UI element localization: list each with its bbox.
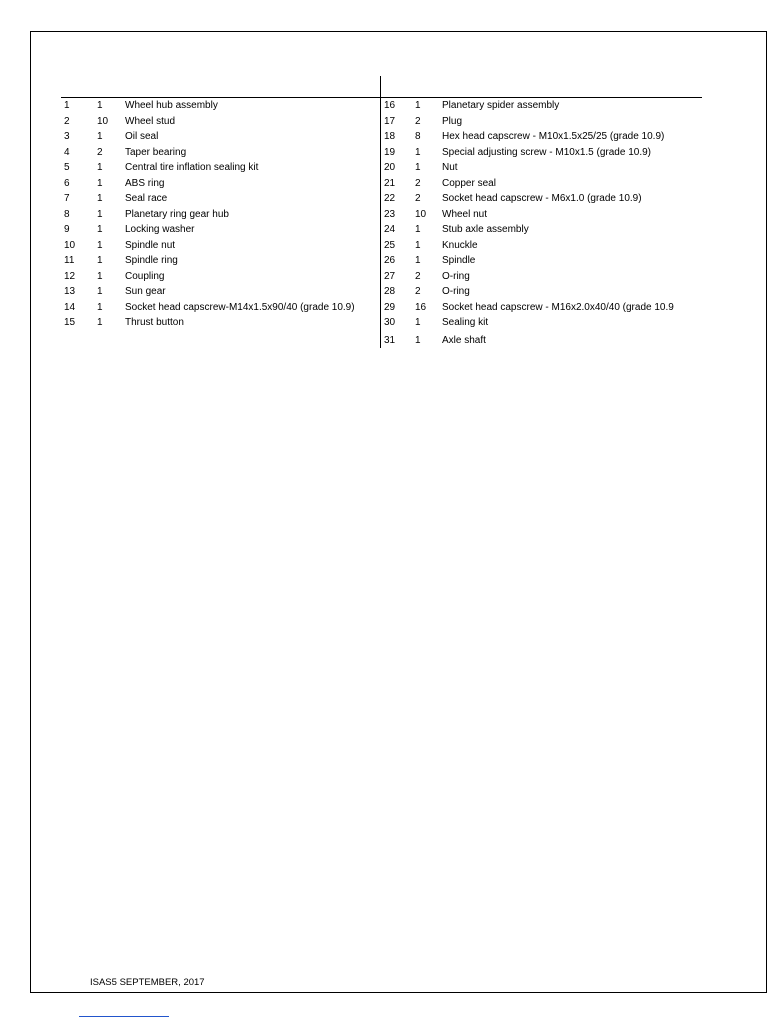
part-description: Wheel stud [125,115,176,127]
part-item-number: 4 [64,146,70,158]
part-description: O-ring [442,270,470,282]
part-quantity: 1 [97,177,103,189]
part-quantity: 1 [415,317,421,328]
parts-list-right [384,98,697,349]
part-item-number: 31 [384,334,396,346]
part-quantity: 1 [415,162,421,173]
parts-row [64,284,380,300]
part-description: Spindle ring [125,255,178,266]
part-description: Central tire inflation sealing kit [125,162,259,173]
parts-list-left [64,98,380,331]
part-quantity: 1 [415,146,421,158]
parts-row [64,222,380,238]
part-item-number: 3 [64,131,70,142]
part-description: Stub axle assembly [442,224,529,235]
parts-row [384,253,697,269]
part-quantity: 1 [97,208,103,220]
part-description: Socket head capscrew - M16x2.0x40/40 (grade 10.9 [442,301,674,313]
parts-row [64,300,380,316]
part-quantity: 10 [97,115,109,127]
part-description: Knuckle [442,239,478,251]
part-description: Socket head capscrew-M14x1.5x90/40 (grade 10.9) [125,301,355,313]
part-description: Socket head capscrew - M6x1.0 (grade 10.9) [442,193,642,204]
part-quantity: 1 [97,131,103,142]
parts-row [384,191,697,207]
part-item-number: 1 [64,100,70,111]
parts-row [384,332,697,349]
parts-row [64,191,380,207]
parts-row [64,98,380,114]
parts-row [384,114,697,130]
parts-row [384,238,697,254]
part-quantity: 1 [97,270,103,282]
part-item-number: 5 [64,162,70,173]
parts-row [384,145,697,161]
part-description: Spindle nut [125,239,176,251]
part-item-number: 22 [384,193,396,204]
part-item-number: 25 [384,239,396,251]
part-description: Coupling [125,270,165,282]
part-description: Sealing kit [442,317,489,328]
part-item-number: 21 [384,177,396,189]
part-quantity: 2 [415,115,421,127]
column-divider [380,76,381,348]
bottom-link-underline[interactable] [79,1016,169,1017]
part-description: Special adjusting screw - M10x1.5 (grade 10.9) [442,146,651,158]
part-item-number: 15 [64,317,76,328]
part-quantity: 16 [415,301,427,313]
part-item-number: 20 [384,162,396,173]
parts-row [384,207,697,223]
parts-row [64,145,380,161]
part-item-number: 30 [384,317,396,328]
parts-row [384,315,697,331]
part-description: Wheel nut [442,208,488,220]
parts-row [64,315,380,331]
parts-row [64,253,380,269]
part-quantity: 1 [97,224,103,235]
footer-date: ISAS5 SEPTEMBER, 2017 [90,977,205,988]
parts-row [384,300,697,316]
part-item-number: 18 [384,131,396,142]
part-description: Spindle [442,255,476,266]
part-quantity: 2 [97,146,103,158]
parts-row [64,207,380,223]
parts-row [384,98,697,114]
parts-row [64,160,380,176]
part-item-number: 10 [64,239,76,251]
part-item-number: 28 [384,286,396,297]
part-description: Copper seal [442,177,496,189]
part-description: ABS ring [125,177,165,189]
part-quantity: 1 [97,255,103,266]
part-description: Thrust button [125,317,184,328]
part-quantity: 1 [97,193,103,204]
part-description: Seal race [125,193,168,204]
part-item-number: 23 [384,208,396,220]
part-description: Locking washer [125,224,195,235]
part-quantity: 1 [415,224,421,235]
part-description: Planetary ring gear hub [125,208,229,220]
part-item-number: 29 [384,301,396,313]
part-quantity: 1 [97,286,103,297]
part-description: Taper bearing [125,146,187,158]
part-quantity: 2 [415,193,421,204]
parts-row [64,269,380,285]
part-quantity: 1 [415,334,421,346]
part-quantity: 1 [97,239,103,251]
part-item-number: 14 [64,301,76,313]
part-quantity: 1 [415,255,421,266]
part-item-number: 17 [384,115,396,127]
parts-row [384,160,697,176]
part-item-number: 8 [64,208,70,220]
parts-row [64,176,380,192]
part-item-number: 27 [384,270,396,282]
part-item-number: 9 [64,224,70,235]
part-quantity: 1 [97,301,103,313]
part-quantity: 1 [97,317,103,328]
part-quantity: 1 [97,100,103,111]
parts-row [64,129,380,145]
part-description: Hex head capscrew - M10x1.5x25/25 (grade 10.9) [442,131,665,142]
parts-row [64,114,380,130]
part-quantity: 2 [415,177,421,189]
part-description: Nut [442,162,458,173]
parts-row [384,222,697,238]
part-quantity: 8 [415,131,421,142]
part-item-number: 12 [64,270,76,282]
part-item-number: 6 [64,177,70,189]
part-description: Planetary spider assembly [442,100,560,111]
parts-row [384,284,697,300]
part-quantity: 1 [415,239,421,251]
part-item-number: 24 [384,224,396,235]
parts-row [384,176,697,192]
part-quantity: 2 [415,286,421,297]
part-description: Wheel hub assembly [125,100,218,111]
part-quantity: 10 [415,208,427,220]
parts-row [64,238,380,254]
part-description: Sun gear [125,286,166,297]
part-description: Axle shaft [442,334,486,346]
part-quantity: 2 [415,270,421,282]
part-item-number: 16 [384,100,396,111]
parts-row [384,129,697,145]
part-item-number: 26 [384,255,396,266]
part-item-number: 2 [64,115,70,127]
part-description: Oil seal [125,131,159,142]
part-item-number: 13 [64,286,76,297]
part-item-number: 11 [64,255,75,266]
part-description: O-ring [442,286,470,297]
parts-row [384,269,697,285]
part-item-number: 7 [64,193,70,204]
part-item-number: 19 [384,146,396,158]
part-quantity: 1 [415,100,421,111]
part-description: Plug [442,115,463,127]
part-quantity: 1 [97,162,103,173]
